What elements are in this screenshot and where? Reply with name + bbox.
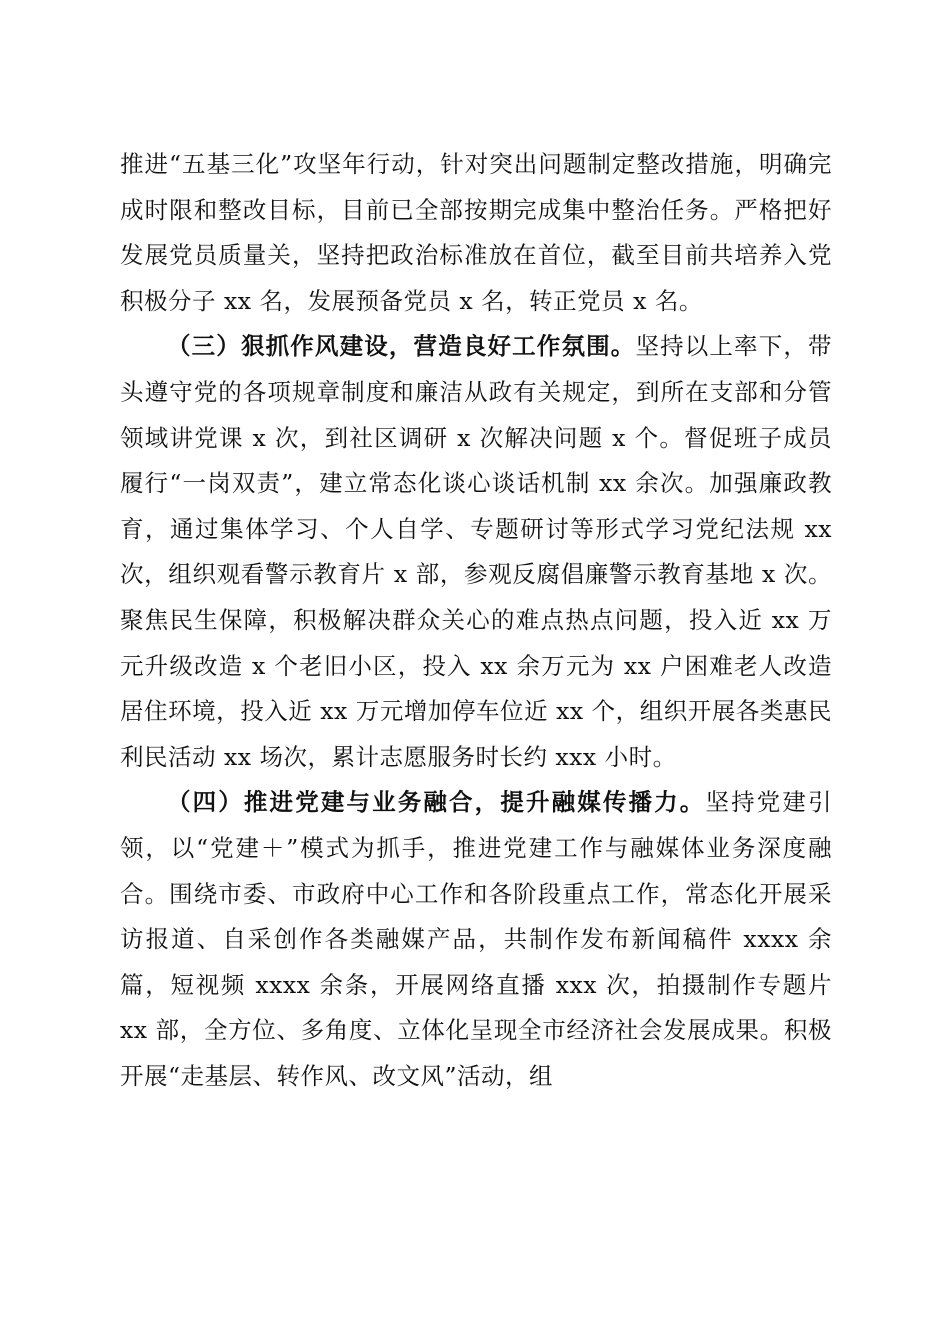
section-heading: （四）推进党建与业务融合，提升融媒传播力。 — [167, 788, 706, 817]
paragraph-continuation — [120, 142, 832, 324]
paragraph-section-three — [120, 324, 832, 780]
paragraph-section-four — [120, 780, 832, 1099]
paragraph-text: 推进“五基三化”攻坚年行动，针对突出问题制定整改措施，明确完成时限和整改目标，目前已全部按期完成集中整治任务。严格把好发展党员质量关，坚持把政治标准放在首位，截至目前共培养入党积极分子 xx 名，发展预备党员 x 名，转正党员 x 名。 — [120, 150, 832, 315]
paragraph-text: 坚持党建引领，以“党建＋”模式为抓手，推进党建工作与融媒体业务深度融合。围绕市委、市政府中心工作和各阶段重点工作，常态化开展采访报道、自采创作各类融媒产品，共制作发布新闻稿件 xxxx 余篇，短视频 xxxx 余条，开展网络直播 xxx 次，拍摄制作专题片 xx 部，全方位、多角度、立体化呈现全市经济社会发展成果。积极开展“走基层、转作风、改文风”活动，组 — [120, 788, 833, 1090]
section-heading: （三）狠抓作风建设，营造良好工作氛围。 — [167, 332, 636, 361]
document-body — [120, 142, 832, 1099]
paragraph-text: 坚持以上率下，带头遵守党的各项规章制度和廉洁从政有关规定，到所在支部和分管领域讲党课 x 次，到社区调研 x 次解决问题 x 个。督促班子成员履行“一岗双责”，建立常态化谈心谈话机制 xx 余次。加强廉政教育，通过集体学习、个人自学、专题研讨等形式学习党纪法规 xx 次，组织观看警示教育片 x 部，参观反腐倡廉警示教育基地 x 次。聚焦民生保障，积极解决群众关心的难点热点问题，投入近 xx 万元升级改造 x 个老旧小区，投入 xx 余万元为 xx 户困难老人改造居住环境，投入近 xx 万元增加停车位近 xx 个，组织开展各类惠民利民活动 xx 场次，累计志愿服务时长约 xxx 小时。 — [120, 332, 833, 771]
